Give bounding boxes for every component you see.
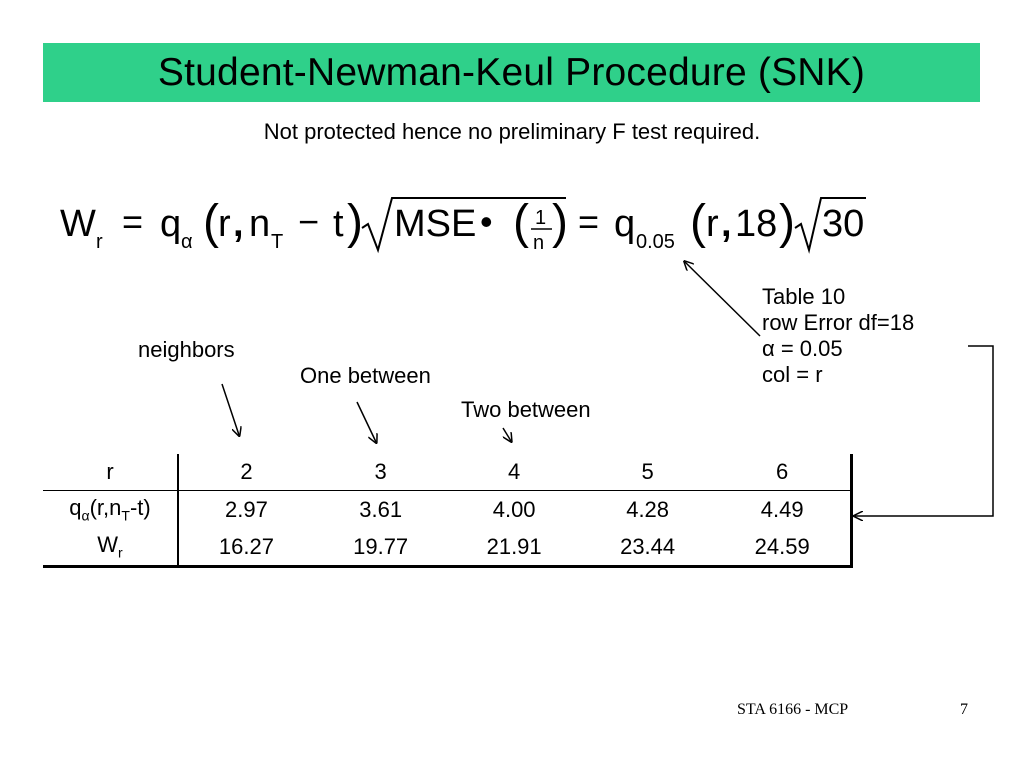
q-args-end: -t) xyxy=(129,495,151,521)
r-value: 2 xyxy=(178,454,314,491)
label-one-between: One between xyxy=(300,363,431,388)
formula-bullet: • xyxy=(480,201,493,242)
formula-lparen2: ( xyxy=(690,196,706,249)
q-args: (r,n xyxy=(89,495,122,521)
formula-comma2: , xyxy=(721,203,732,245)
alpha-sub: α xyxy=(81,507,90,524)
formula-frac-rparen: ) xyxy=(552,196,568,249)
q-value: 4.28 xyxy=(626,496,670,522)
row-label-q xyxy=(43,491,178,529)
formula-n: n xyxy=(249,203,271,245)
q-value: 3.61 xyxy=(359,496,403,522)
arrow-two-between xyxy=(503,428,511,441)
note-line-3: α = 0.05 xyxy=(762,336,843,361)
q-letter: q xyxy=(69,495,82,521)
snk-table xyxy=(43,454,853,568)
row-label-w xyxy=(43,528,178,567)
row-label-r: r xyxy=(43,454,178,491)
table-row-r xyxy=(43,454,852,491)
r-value: 5 xyxy=(581,454,714,491)
formula-q2-sub: 0.05 xyxy=(636,231,675,253)
arrow-one-between xyxy=(357,402,376,442)
w-sub: r xyxy=(118,544,123,561)
table-reference-note xyxy=(762,284,914,388)
formula-t: t xyxy=(333,203,344,245)
r-value: 3 xyxy=(314,454,447,491)
formula-r-sub: r xyxy=(96,231,103,253)
formula-lparen: ( xyxy=(203,196,219,249)
q-value: 4.49 xyxy=(714,491,851,529)
table-row-q xyxy=(43,491,852,529)
formula-minus: − xyxy=(298,201,320,242)
formula-q: q xyxy=(160,203,182,245)
w-value: 16.27 xyxy=(178,528,314,567)
q-value: 4.00 xyxy=(492,496,536,522)
formula-alpha: α xyxy=(181,231,193,253)
formula-eq1: = xyxy=(122,201,144,242)
formula-rparen: ) xyxy=(347,196,363,249)
note-line-4: col = r xyxy=(762,362,823,387)
formula-W: W xyxy=(60,203,96,245)
formula-args-18: 18 xyxy=(735,203,778,245)
q-value: 2.97 xyxy=(225,496,268,522)
label-neighbors: neighbors xyxy=(138,337,235,362)
slide-subtitle: Not protected hence no preliminary F test required. xyxy=(263,119,761,144)
w-letter: W xyxy=(97,532,119,558)
w-value: 21.91 xyxy=(447,528,580,567)
formula-mse: MSE xyxy=(394,203,477,245)
formula-q2: q xyxy=(614,203,636,245)
snk-formula xyxy=(0,0,1024,300)
formula-rparen2: ) xyxy=(779,196,795,249)
note-line-2: row Error df=18 xyxy=(762,310,915,335)
footer-page-number: 7 xyxy=(960,701,968,718)
w-value: 24.59 xyxy=(714,528,851,567)
formula-frac-lparen: ( xyxy=(513,196,529,249)
slide-title: Student-Newman-Keul Procedure (SNK) xyxy=(157,50,866,94)
formula-frac-den: n xyxy=(533,232,545,254)
formula-T-sub: T xyxy=(271,231,284,253)
T-sub: T xyxy=(121,507,130,524)
table-row-w xyxy=(43,528,852,567)
r-value: 6 xyxy=(714,454,851,491)
arrow-neighbors xyxy=(222,384,239,435)
formula-eq2: = xyxy=(578,201,600,242)
label-two-between: Two between xyxy=(461,397,591,422)
w-value: 23.44 xyxy=(581,528,714,567)
formula-val30: 30 xyxy=(822,203,865,245)
formula-frac-num: 1 xyxy=(535,207,547,229)
formula-args-r: r xyxy=(706,203,719,245)
formula-r: r xyxy=(218,203,231,245)
r-value: 4 xyxy=(447,454,580,491)
note-line-1: Table 10 xyxy=(762,284,846,309)
formula-comma: , xyxy=(233,203,244,245)
w-value: 19.77 xyxy=(314,528,447,567)
footer-course: STA 6166 - MCP xyxy=(737,701,849,718)
